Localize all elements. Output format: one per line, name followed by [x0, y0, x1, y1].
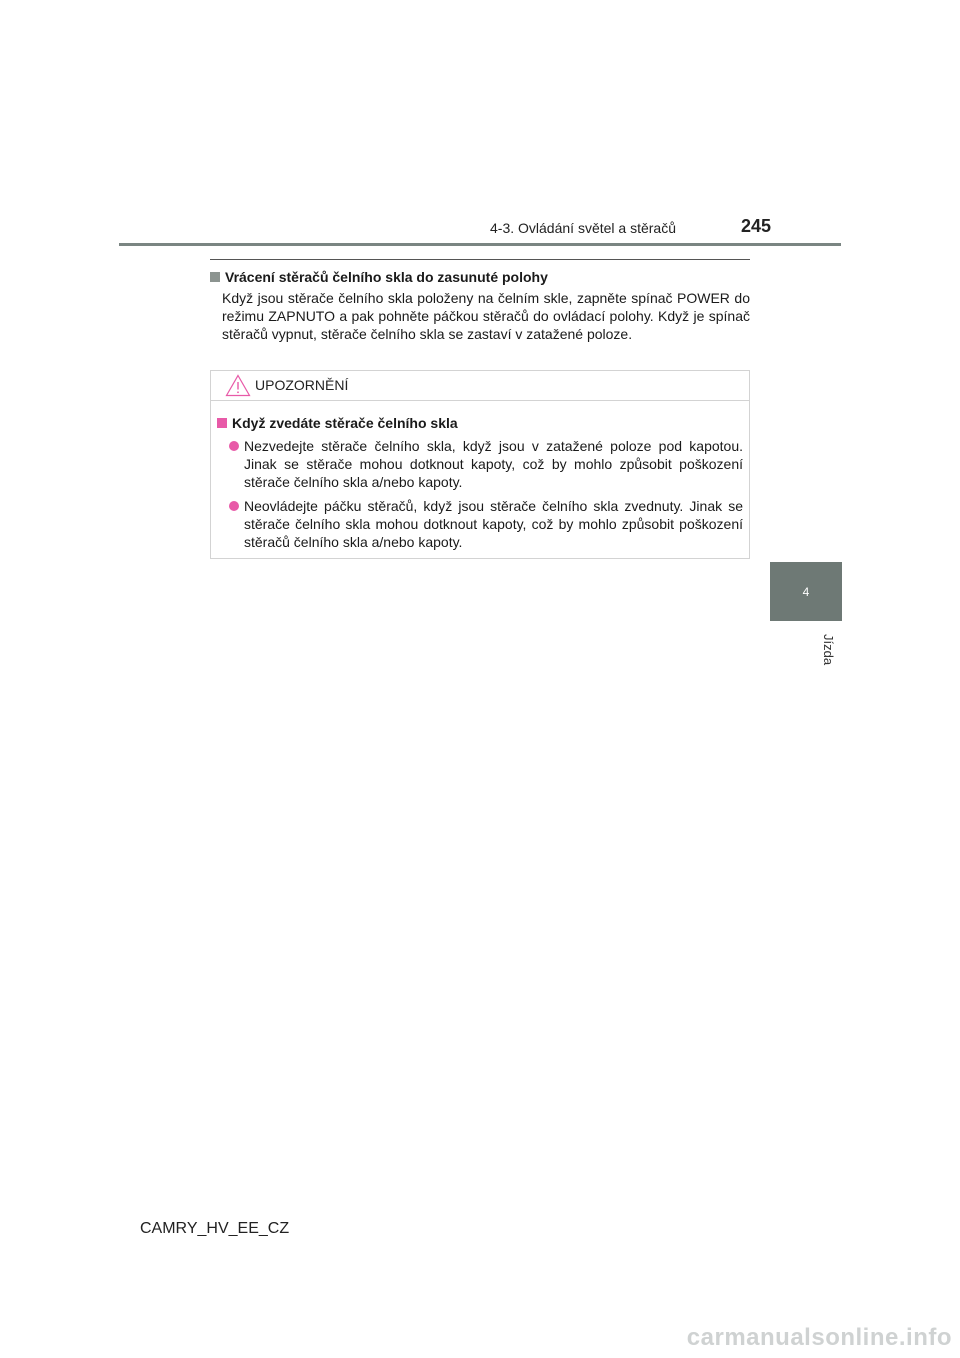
section-title — [210, 267, 750, 287]
warning-body — [211, 401, 749, 551]
page-number: 245 — [741, 216, 772, 236]
warning-bullet-text: Nezvedejte stěrače čelního skla, když jsou v zatažené poloze pod kapotou. Jinak se stěrače mohou dotknout kapoty, což by mohlo způsobit poškození stěrače čelního skla a/nebo kapoty. — [244, 438, 743, 490]
warning-subtitle — [217, 413, 743, 433]
chapter-tab — [770, 562, 842, 621]
warning-triangle-icon — [225, 374, 251, 402]
warning-bullet — [229, 497, 743, 551]
warning-bullet-text: Neovládejte páčku stěračů, když jsou stěrače čelního skla zvednuty. Jinak se stěrače čelního skla mohou dotknout kapoty, což by mohlo způsobit poškození stěračů čelního skla a/nebo kapoty. — [244, 498, 743, 550]
chapter-label: Jízda — [821, 634, 836, 666]
pink-square-icon — [217, 418, 227, 428]
header-section-title: 4-3. Ovládání světel a stěračů — [490, 220, 676, 236]
warning-box — [210, 370, 750, 559]
section-wiper-retract — [210, 267, 750, 343]
chapter-number: 4 — [802, 584, 810, 599]
grey-square-icon — [210, 272, 220, 282]
document-code: CAMRY_HV_EE_CZ — [140, 1220, 290, 1237]
section-paragraph: Když jsou stěrače čelního skla položeny na čelním skle, zapněte spínač POWER do režimu ZAPNUTO a pak pohněte páčkou stěračů do ovládací polohy. Když je spínač stěračů vypnut, stěrače čelního skla se zastaví v zatažené poloze. — [222, 290, 750, 342]
section-divider — [210, 259, 750, 260]
header-divider — [119, 243, 841, 246]
pink-bullet-icon — [229, 441, 239, 451]
pink-bullet-icon — [229, 501, 239, 511]
warning-heading: UPOZORNĚNÍ — [255, 377, 349, 393]
section-title-text: Vrácení stěračů čelního skla do zasunuté polohy — [225, 269, 548, 285]
warning-subtitle-text: Když zvedáte stěrače čelního skla — [232, 415, 458, 431]
watermark: carmanualsonline.info — [686, 1324, 952, 1351]
warning-header — [211, 371, 749, 401]
warning-bullet — [229, 437, 743, 491]
